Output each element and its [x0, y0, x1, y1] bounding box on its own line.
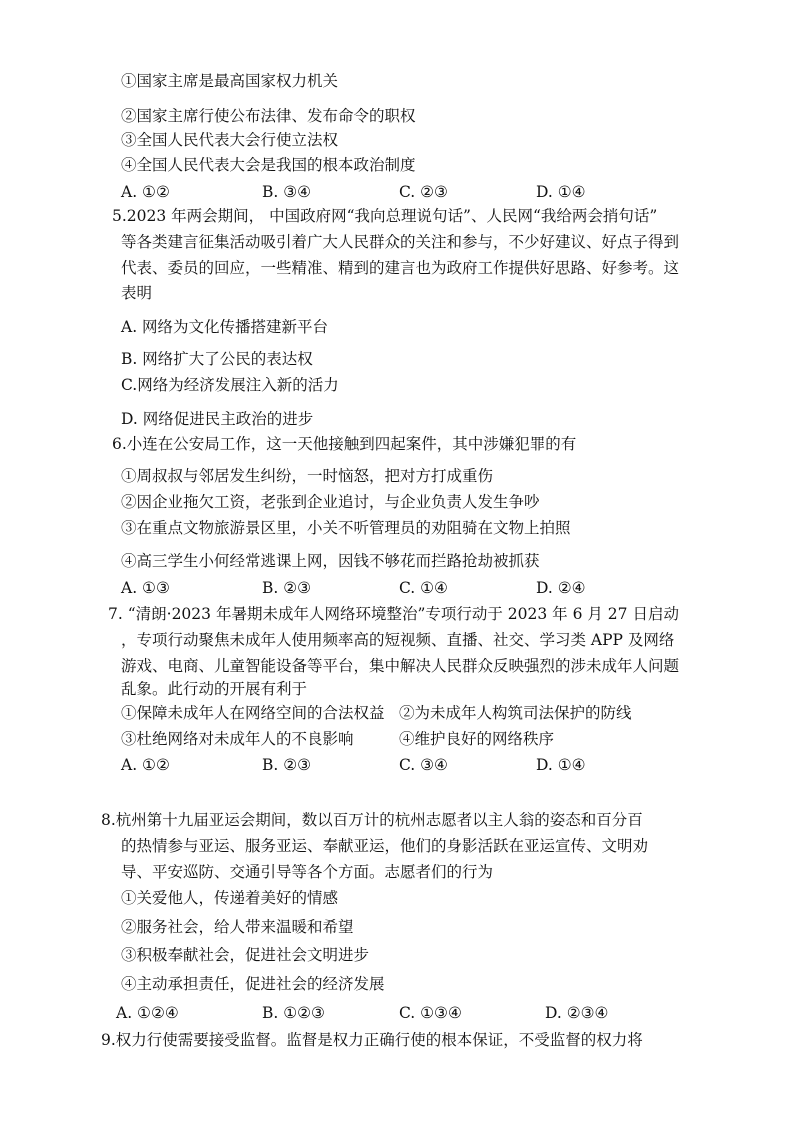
q4-item-2: ②国家主席行使公布法律、发布命令的职权	[121, 107, 416, 125]
q8-option-a: A. ①②④	[116, 1004, 179, 1022]
q8-stem-line-1: 8.杭州第十九届亚运会期间，数以百万计的杭州志愿者以主人翁的姿态和百分百	[101, 811, 643, 829]
q8-item-3: ③积极奉献社会，促进社会文明进步	[121, 946, 370, 964]
q6-item-2: ②因企业拖欠工资，老张到企业追讨，与企业负责人发生争吵	[121, 493, 540, 511]
q5-option-a: A. 网络为文化传播搭建新平台	[121, 318, 329, 336]
q7-option-d: D. ①④	[536, 756, 586, 774]
q4-item-4: ④全国人民代表大会是我国的根本政治制度	[121, 156, 416, 174]
q8-stem-line-3: 导、平安巡防、交通引导等各个方面。志愿者们的行为	[121, 863, 494, 881]
q5-stem-line-4: 表明	[121, 284, 153, 302]
q4-options	[0, 182, 793, 202]
q5-option-d: D. 网络促进民主政治的进步	[121, 410, 314, 428]
q8-item-2: ②服务社会，给人带来温暖和希望	[121, 918, 354, 936]
q7-stem-line-3: 游戏、电商、儿童智能设备等平台，集中解决人民群众反映强烈的涉未成年人问题	[121, 657, 680, 675]
q8-item-1: ①关爱他人，传递着美好的情感	[121, 889, 339, 907]
q4-option-b: B. ③④	[262, 183, 312, 201]
q6-options	[0, 578, 793, 598]
q7-items-row-1	[0, 703, 793, 723]
q7-item-1: ①保障未成年人在网络空间的合法权益	[121, 704, 385, 722]
q8-option-c: C. ①③④	[399, 1004, 462, 1022]
q4-option-d: D. ①④	[536, 183, 586, 201]
q8-item-4: ④主动承担责任，促进社会的经济发展	[121, 975, 385, 993]
q5-option-b: B. 网络扩大了公民的表达权	[121, 350, 313, 368]
q6-option-c: C. ①④	[399, 579, 448, 597]
q7-item-4: ④维护良好的网络秩序	[399, 730, 555, 748]
q7-stem-line-1: 7. “清朗·2023 年暑期未成年人网络环境整治”专项行动于 2023 年 6 月 27 日启动	[108, 605, 679, 623]
q6-stem: 6.小连在公安局工作，这一天他接触到四起案件，其中涉嫌犯罪的有	[112, 435, 577, 453]
q6-item-4: ④高三学生小何经常逃课上网，因钱不够花而拦路抢劫被抓获	[121, 552, 540, 570]
q4-option-a: A. ①②	[121, 183, 170, 201]
q7-option-a: A. ①②	[121, 756, 170, 774]
q6-item-1: ①周叔叔与邻居发生纠纷，一时恼怒，把对方打成重伤	[121, 467, 494, 485]
q4-item-1: ①国家主席是最高国家权力机关	[121, 72, 339, 90]
q6-option-d: D. ②④	[536, 579, 586, 597]
q4-item-3: ③全国人民代表大会行使立法权	[121, 131, 339, 149]
q6-item-3: ③在重点文物旅游景区里，小关不听管理员的劝阻骑在文物上拍照	[121, 519, 571, 537]
q7-items-row-2	[0, 729, 793, 749]
q7-option-b: B. ②③	[262, 756, 312, 774]
q7-item-3: ③杜绝网络对未成年人的不良影响	[121, 730, 354, 748]
q8-stem-line-2: 的热情参与亚运、服务亚运、奉献亚运，他们的身影活跃在亚运宣传、文明劝	[121, 837, 649, 855]
q5-stem-line-3: 代表、委员的回应，一些精准、精到的建言也为政府工作提供好思路、好参考。这	[121, 259, 680, 277]
q7-stem-line-4: 乱象。此行动的开展有利于	[121, 680, 308, 698]
q8-options	[0, 1003, 793, 1023]
q5-stem-line-2: 等各类建言征集活动吸引着广大人民群众的关注和参与，不少好建议、好点子得到	[121, 233, 680, 251]
q9-stem: 9.权力行使需要接受监督。监督是权力正确行使的根本保证，不受监督的权力将	[101, 1031, 643, 1049]
q7-option-c: C. ③④	[399, 756, 448, 774]
q5-stem-line-1: 5.2023 年两会期间， 中国政府网“我向总理说句话”、人民网“我给两会捎句话”	[112, 207, 658, 225]
q6-option-b: B. ②③	[262, 579, 312, 597]
q7-item-2: ②为未成年人构筑司法保护的防线	[399, 704, 632, 722]
q6-option-a: A. ①③	[121, 579, 170, 597]
q8-option-d: D. ②③④	[545, 1004, 609, 1022]
q7-stem-line-2: ，专项行动聚焦未成年人使用频率高的短视频、直播、社交、学习类 APP 及网络	[121, 631, 675, 649]
q5-option-c: C.网络为经济发展注入新的活力	[121, 376, 339, 394]
q7-options	[0, 755, 793, 775]
q4-option-c: C. ②③	[399, 183, 448, 201]
q8-option-b: B. ①②③	[262, 1004, 325, 1022]
